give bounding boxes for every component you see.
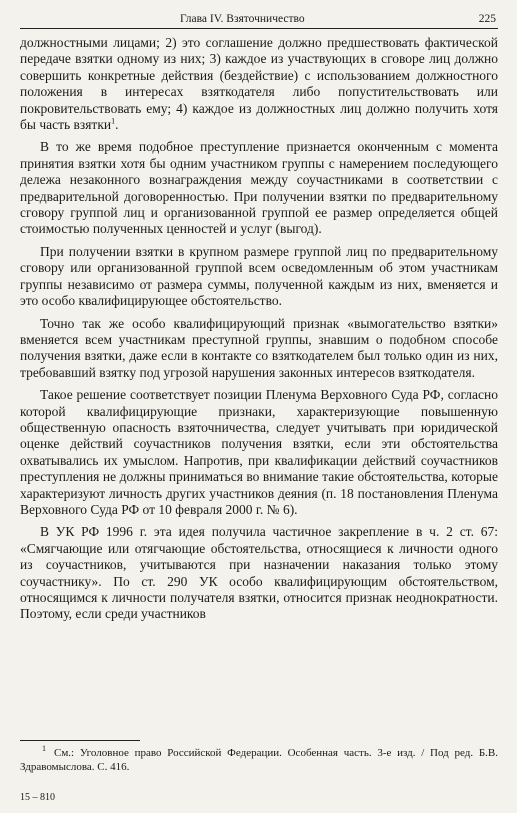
chapter-title: Глава IV. Взяточничество bbox=[180, 13, 305, 25]
paragraph-1-end: . bbox=[115, 117, 119, 133]
paragraph-4: Точно так же особо квалифицирующий признак «вымогательство взятки» вменяется всем участникам преступной группы, знавшим о подобном способе получения взятки, даже если в контакте со взяткодателем был только один из них, требовавший взятку под угрозой нарушения законных интересов взяткодателя. bbox=[20, 315, 498, 380]
footnote-number: 1 bbox=[42, 744, 46, 754]
paragraph-1 bbox=[20, 35, 498, 133]
footnote-text: См.: Уголовное право Российской Федерации. Особенная часть. 3-е изд. / Под ред. Б.В. Здравомыслова. С. 416. bbox=[20, 747, 498, 773]
paragraph-2: В то же время подобное преступление признается оконченным с момента принятия взятки хотя бы одним участником группы с намерением последующего дележа незаконного вознаграждения между соучастниками в соответствии с предварительной договоренностью. При получении взятки по предварительному сговору группой лиц и организованной группой ее размер определяется общей стоимостью полученных ценностей и услуг (выгод). bbox=[20, 139, 498, 237]
footnote bbox=[20, 746, 498, 774]
paragraph-6: В УК РФ 1996 г. эта идея получила частичное закрепление в ч. 2 ст. 67: «Смягчающие или отягчающие обстоятельства, относящиеся к личности одного из соучастников, учитываются при назначении наказания только этому соучастнику». По ст. 290 УК особо квалифицирующим обстоятельством, относящимся к личности получателя взятки, относится признак неоднократности. Поэтому, если среди участников bbox=[20, 524, 498, 622]
footnote-reference[interactable]: 1 bbox=[111, 116, 116, 126]
paragraph-3: При получении взятки в крупном размере группой лиц по предварительному сговору или организованной группой всем осведомленным об этом участникам группы независимо от размера суммы, полученной каждым из них, вменяется и это особо квалифицирующее обстоятельство. bbox=[20, 243, 498, 309]
page-number: 225 bbox=[478, 13, 496, 25]
paragraph-5: Такое решение соответствует позиции Пленума Верховного Суда РФ, согласно которой квалифицирующие признаки, характеризующие повышенную общественную опасность взяточничества, следует учитывать при юридической оценке действий соучастников получения взятки, если эти обстоятельства охватывались их умыслом. Напротив, при квалификации действий соучастников преступления не должны приниматься во внимание такие обстоятельства, которые характеризуют личность других участников деяния (п. 18 постановления Пленума Верховного Суда РФ от 10 февраля 2000 г. № 6). bbox=[20, 387, 498, 517]
footnote-divider bbox=[20, 740, 140, 741]
running-header bbox=[20, 8, 498, 29]
paragraph-1-text: должностными лицами; 2) это соглашение должно предшествовать фактической передаче взятки одному из них; 3) каждое из участвующих в сговоре лиц должно совершить конкретные действия (бездействие) с использованием должностного положения в интересах взяткодателя либо попустительствовать или покровительствовать ему; 4) каждое из должностных лиц должно получить хотя бы часть взятки bbox=[20, 35, 498, 133]
printer-signature: 15 – 810 bbox=[20, 792, 55, 803]
body-text bbox=[20, 35, 498, 629]
